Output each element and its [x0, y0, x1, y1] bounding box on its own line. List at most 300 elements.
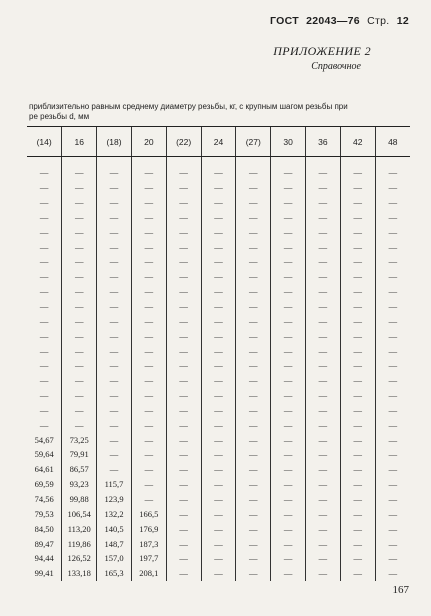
table-cell: —	[201, 224, 236, 239]
table-cell: —	[271, 313, 306, 328]
table-cell: —	[306, 239, 341, 254]
table-cell: —	[131, 313, 166, 328]
table-cell: —	[271, 492, 306, 507]
page-header	[266, 15, 409, 27]
table-cell: —	[131, 417, 166, 432]
table-cell: —	[340, 492, 375, 507]
table-cell: —	[340, 254, 375, 269]
table-cell: 157,0	[97, 551, 132, 566]
table-cell: —	[131, 432, 166, 447]
table-cell: —	[340, 358, 375, 373]
table-cell: —	[131, 224, 166, 239]
table-cell: —	[306, 284, 341, 299]
table-cell: —	[306, 521, 341, 536]
table-cell: —	[97, 373, 132, 388]
table-cell: —	[166, 432, 201, 447]
table-cell: —	[236, 403, 271, 418]
table-cell: —	[39, 301, 49, 312]
table-row	[27, 165, 410, 180]
table-cell: 99,41	[34, 568, 54, 579]
table-cell: —	[166, 313, 201, 328]
table-cell: —	[340, 313, 375, 328]
table-body	[27, 157, 410, 581]
table-cell: 126,52	[62, 551, 97, 566]
table-cell: —	[340, 343, 375, 358]
spacer-cell	[97, 157, 132, 166]
table-cell: —	[236, 388, 271, 403]
table-cell: —	[131, 239, 166, 254]
caption-line-1: приблизительно равным среднему диаметру резьбы, кг, с крупным шагом резьбы при	[29, 102, 348, 111]
appendix-subtitle: Справочное	[311, 61, 361, 72]
table-cell: 79,91	[62, 447, 97, 462]
table-cell: —	[166, 388, 201, 403]
table-cell: —	[131, 492, 166, 507]
table-row	[27, 343, 410, 358]
table-cell: 115,7	[97, 477, 132, 492]
table-cell: —	[97, 358, 132, 373]
table-cell: 106,54	[62, 506, 97, 521]
table-cell: —	[340, 432, 375, 447]
table-row	[27, 506, 410, 521]
table-cell: —	[97, 447, 132, 462]
table-cell: —	[375, 477, 410, 492]
table-cell: —	[131, 343, 166, 358]
table-row	[27, 195, 410, 210]
table-cell: —	[375, 239, 410, 254]
table-cell: —	[166, 403, 201, 418]
table-cell: —	[131, 210, 166, 225]
table-cell: —	[375, 284, 410, 299]
table-cell: —	[166, 536, 201, 551]
table-cell: —	[271, 417, 306, 432]
table-cell: —	[306, 358, 341, 373]
table-cell: —	[306, 328, 341, 343]
table-cell: —	[375, 165, 410, 180]
table-cell: —	[271, 521, 306, 536]
table-cell: —	[340, 269, 375, 284]
table-cell: —	[39, 226, 49, 237]
spacer-cell	[27, 157, 62, 166]
column-header: 16	[62, 127, 97, 157]
table-cell: —	[97, 328, 132, 343]
table-cell: —	[236, 313, 271, 328]
spacer-cell	[131, 157, 166, 166]
table-cell: —	[201, 506, 236, 521]
table-cell: —	[271, 269, 306, 284]
table-cell: —	[62, 358, 97, 373]
table-cell: —	[271, 536, 306, 551]
table-cell: —	[97, 224, 132, 239]
table-row	[27, 269, 410, 284]
table-cell: —	[39, 211, 49, 222]
table-cell: —	[201, 254, 236, 269]
table-cell: —	[340, 239, 375, 254]
header-page: 12	[396, 15, 409, 27]
table-cell: —	[201, 373, 236, 388]
table-cell: —	[375, 432, 410, 447]
table-cell: —	[236, 536, 271, 551]
table-cell: —	[201, 492, 236, 507]
table-cell: —	[201, 388, 236, 403]
table-cell: —	[236, 239, 271, 254]
table-cell: —	[39, 286, 49, 297]
table-cell: —	[340, 165, 375, 180]
table-cell: —	[236, 299, 271, 314]
table-cell: —	[131, 477, 166, 492]
table-cell: —	[166, 269, 201, 284]
table-cell: —	[131, 358, 166, 373]
table-cell: —	[166, 210, 201, 225]
table-row	[27, 521, 410, 536]
table-cell: 73,25	[62, 432, 97, 447]
table-cell: —	[201, 284, 236, 299]
table-cell: —	[375, 492, 410, 507]
table-cell: —	[306, 269, 341, 284]
table-cell: —	[306, 566, 341, 581]
table-cell: —	[375, 373, 410, 388]
table-cell: —	[375, 358, 410, 373]
table-cell: —	[375, 566, 410, 581]
table-header-row	[27, 127, 410, 157]
table-cell: —	[306, 313, 341, 328]
table-row	[27, 358, 410, 373]
table-row	[27, 373, 410, 388]
table-cell: —	[236, 224, 271, 239]
table-cell: —	[201, 566, 236, 581]
table-cell: —	[236, 506, 271, 521]
table-cell: —	[97, 165, 132, 180]
table-cell: 133,18	[62, 566, 97, 581]
table-cell: —	[62, 299, 97, 314]
table-cell: —	[236, 462, 271, 477]
table-cell: —	[97, 180, 132, 195]
table-cell: —	[166, 224, 201, 239]
table-cell: —	[271, 358, 306, 373]
doc-type: ГОСТ	[270, 15, 299, 27]
table-cell: —	[201, 462, 236, 477]
table-cell: —	[201, 447, 236, 462]
table-cell: —	[236, 492, 271, 507]
table-cell: —	[271, 373, 306, 388]
table-cell: —	[375, 195, 410, 210]
table-cell: —	[271, 299, 306, 314]
page-label: Стр.	[367, 15, 390, 27]
table-cell: —	[62, 284, 97, 299]
table-cell: —	[271, 328, 306, 343]
table-cell: —	[97, 299, 132, 314]
table-cell: —	[166, 343, 201, 358]
table-cell: —	[39, 390, 49, 401]
spacer-cell	[201, 157, 236, 166]
table-cell: —	[306, 417, 341, 432]
table-cell: 84,50	[34, 523, 54, 534]
table-row	[27, 254, 410, 269]
table-cell: —	[201, 165, 236, 180]
table-cell: 197,7	[131, 551, 166, 566]
table-cell: —	[62, 210, 97, 225]
table-cell: —	[62, 269, 97, 284]
table-cell: 93,23	[62, 477, 97, 492]
column-header: (14)	[27, 127, 62, 157]
table-cell: —	[166, 254, 201, 269]
table-cell: —	[166, 328, 201, 343]
table-cell: —	[375, 299, 410, 314]
table-cell: —	[62, 313, 97, 328]
table-row	[27, 299, 410, 314]
table-cell: —	[166, 373, 201, 388]
column-header: 24	[201, 127, 236, 157]
table-cell: —	[62, 165, 97, 180]
table-cell: —	[236, 358, 271, 373]
spacer-cell	[236, 157, 271, 166]
table-cell: —	[131, 165, 166, 180]
spacer-cell	[166, 157, 201, 166]
spacer-cell	[340, 157, 375, 166]
table-cell: —	[306, 506, 341, 521]
table-cell: —	[306, 224, 341, 239]
table-cell: —	[166, 462, 201, 477]
table-cell: 79,53	[34, 508, 54, 519]
page-number: 167	[392, 584, 409, 596]
table-row	[27, 284, 410, 299]
table-row	[27, 388, 410, 403]
table-cell: —	[201, 299, 236, 314]
table-cell: —	[97, 254, 132, 269]
table-cell: —	[340, 299, 375, 314]
table-cell: —	[97, 269, 132, 284]
table-cell: —	[39, 404, 49, 415]
table-row	[27, 224, 410, 239]
table-cell: —	[306, 180, 341, 195]
table-cell: —	[375, 269, 410, 284]
table-cell: —	[166, 566, 201, 581]
table-cell: —	[39, 197, 49, 208]
table-cell: —	[340, 195, 375, 210]
table-cell: —	[271, 447, 306, 462]
table-cell: —	[271, 477, 306, 492]
table-cell: —	[271, 566, 306, 581]
appendix-title: ПРИЛОЖЕНИЕ 2	[273, 44, 371, 58]
caption-line-2: ре резьбы d, мм	[29, 112, 90, 121]
table-cell: —	[375, 313, 410, 328]
table-cell: —	[97, 239, 132, 254]
table-cell: —	[62, 224, 97, 239]
table-row	[27, 210, 410, 225]
table-cell: —	[97, 462, 132, 477]
table-cell: 64,61	[34, 464, 54, 475]
table-cell: —	[201, 210, 236, 225]
spacer-cell	[306, 157, 341, 166]
table-cell: —	[201, 358, 236, 373]
table-row	[27, 462, 410, 477]
doc-number: 22043—76	[306, 15, 360, 27]
table-cell: —	[375, 328, 410, 343]
table-cell: —	[62, 254, 97, 269]
column-header: (18)	[97, 127, 132, 157]
table-cell: —	[306, 195, 341, 210]
table-cell: —	[340, 403, 375, 418]
table-cell: —	[62, 417, 97, 432]
column-header: 42	[340, 127, 375, 157]
table-cell: —	[201, 477, 236, 492]
table-cell: —	[306, 447, 341, 462]
table-cell: —	[236, 417, 271, 432]
column-header: 48	[375, 127, 410, 157]
table-row	[27, 328, 410, 343]
table-cell: —	[306, 299, 341, 314]
table-row	[27, 536, 410, 551]
table-cell: —	[271, 210, 306, 225]
table-cell: —	[236, 432, 271, 447]
table-cell: —	[271, 224, 306, 239]
table-cell: —	[236, 343, 271, 358]
table-cell: —	[39, 182, 49, 193]
table-row	[27, 403, 410, 418]
table-cell: —	[271, 343, 306, 358]
table-cell: —	[236, 269, 271, 284]
table-cell: —	[166, 284, 201, 299]
table-cell: —	[271, 403, 306, 418]
column-header: (22)	[166, 127, 201, 157]
table-cell: —	[306, 462, 341, 477]
table-cell: —	[271, 195, 306, 210]
table-row	[27, 417, 410, 432]
table-cell: —	[39, 375, 49, 386]
table-cell: —	[166, 180, 201, 195]
table-cell: —	[97, 284, 132, 299]
table-cell: —	[306, 388, 341, 403]
table-cell: —	[375, 551, 410, 566]
table-cell: —	[131, 447, 166, 462]
table-cell: 165,3	[97, 566, 132, 581]
table-cell: —	[97, 195, 132, 210]
table-cell: —	[236, 521, 271, 536]
table-cell: —	[131, 328, 166, 343]
table-cell: —	[166, 358, 201, 373]
table-cell: —	[131, 254, 166, 269]
table-cell: —	[62, 373, 97, 388]
table-cell: 140,5	[97, 521, 132, 536]
table-cell: —	[236, 477, 271, 492]
column-header: 30	[271, 127, 306, 157]
table-cell: —	[236, 284, 271, 299]
thread-table	[27, 126, 410, 581]
table-cell: —	[236, 373, 271, 388]
table-cell: —	[62, 180, 97, 195]
table-cell: —	[306, 343, 341, 358]
table-cell: —	[306, 403, 341, 418]
table-cell: —	[306, 551, 341, 566]
table-cell: —	[375, 462, 410, 477]
table-cell: —	[306, 210, 341, 225]
table-cell: —	[236, 254, 271, 269]
table-cell: —	[271, 284, 306, 299]
table-cell: —	[97, 210, 132, 225]
table-cell: —	[375, 210, 410, 225]
table-cell: —	[271, 239, 306, 254]
table-row	[27, 239, 410, 254]
table-cell: —	[271, 506, 306, 521]
table-cell: 123,9	[97, 492, 132, 507]
table-cell: —	[201, 269, 236, 284]
table-cell: —	[131, 373, 166, 388]
table-cell: —	[166, 506, 201, 521]
table-cell: —	[306, 165, 341, 180]
table-cell: —	[236, 328, 271, 343]
table-cell: —	[39, 241, 49, 252]
table-cell: —	[201, 432, 236, 447]
table-cell: —	[306, 373, 341, 388]
table-cell: —	[166, 477, 201, 492]
table-cell: 94,44	[34, 553, 54, 564]
spacer-cell	[62, 157, 97, 166]
table-cell: —	[271, 388, 306, 403]
table-cell: —	[166, 521, 201, 536]
table-cell: —	[201, 239, 236, 254]
table-cell: —	[166, 165, 201, 180]
table-cell: —	[340, 224, 375, 239]
table-cell: —	[131, 403, 166, 418]
table-cell: —	[131, 284, 166, 299]
table-row	[27, 447, 410, 462]
table-cell: —	[306, 477, 341, 492]
table-cell: —	[39, 360, 49, 371]
table-cell: —	[131, 269, 166, 284]
table-cell: —	[166, 239, 201, 254]
table-cell: —	[375, 388, 410, 403]
table-cell: —	[201, 180, 236, 195]
table-cell: 113,20	[62, 521, 97, 536]
table-cell: 99,88	[62, 492, 97, 507]
table-cell: —	[340, 477, 375, 492]
table-cell: 86,57	[62, 462, 97, 477]
table-cell: —	[131, 180, 166, 195]
table-cell: —	[271, 180, 306, 195]
table-cell: —	[375, 180, 410, 195]
table-cell: —	[62, 239, 97, 254]
table-row	[27, 492, 410, 507]
table-cell: —	[201, 343, 236, 358]
table-cell: —	[271, 254, 306, 269]
table-cell: —	[97, 388, 132, 403]
table-cell: —	[375, 536, 410, 551]
table-cell: —	[340, 180, 375, 195]
spacer-cell	[271, 157, 306, 166]
table-cell: 166,5	[131, 506, 166, 521]
column-header: 20	[131, 127, 166, 157]
table-cell: 176,9	[131, 521, 166, 536]
table-cell: —	[236, 551, 271, 566]
table-cell: —	[131, 462, 166, 477]
table-cell: —	[166, 417, 201, 432]
table-cell: 132,2	[97, 506, 132, 521]
table-cell: 148,7	[97, 536, 132, 551]
table-cell: 74,56	[34, 493, 54, 504]
table-cell: —	[271, 462, 306, 477]
table-cell: —	[166, 551, 201, 566]
table-spacer-row	[27, 157, 410, 166]
table-cell: —	[39, 419, 49, 430]
table-cell: 119,86	[62, 536, 97, 551]
table-cell: —	[39, 330, 49, 341]
column-header: 36	[306, 127, 341, 157]
table-cell: —	[375, 506, 410, 521]
table-cell: —	[306, 492, 341, 507]
table-cell: —	[340, 462, 375, 477]
table-cell: —	[306, 432, 341, 447]
table-cell: —	[201, 417, 236, 432]
table-cell: —	[306, 536, 341, 551]
